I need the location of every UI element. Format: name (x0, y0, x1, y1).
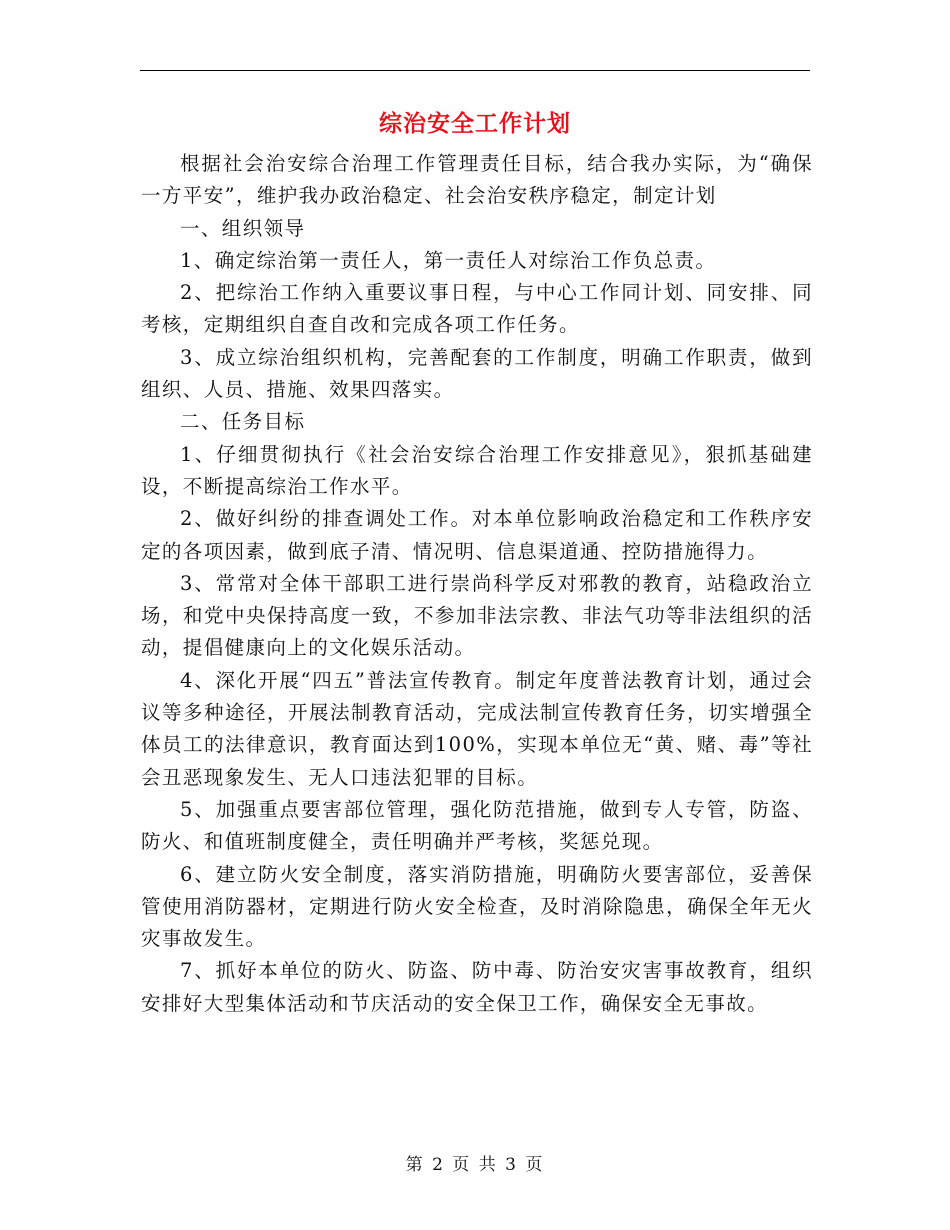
paragraph-goal-1: 1、仔细贯彻执行《社会治安综合治理工作安排意见》，狠抓基础建设，不断提高综治工作水平。 (141, 442, 813, 498)
page-number-footer: 第 2 页 共 3 页 (405, 1155, 545, 1175)
paragraph-org-2: 2、把综治工作纳入重要议事日程，与中心工作同计划、同安排、同考核，定期组织自查自改和完成各项工作任务。 (141, 281, 813, 337)
paragraph-goal-7: 7、抓好本单位的防火、防盗、防中毒、防治安灾害事故教育，组织安排好大型集体活动和节庆活动的安全保卫工作，确保安全无事故。 (141, 959, 813, 1015)
document-body (141, 148, 813, 1020)
paragraph-intro: 根据社会治安综合治理工作管理责任目标，结合我办实际，为“确保一方平安”，维护我办政治稳定、社会治安秩序稳定，制定计划 (141, 152, 813, 208)
paragraph-org-3: 3、成立综治组织机构，完善配套的工作制度，明确工作职责，做到组织、人员、措施、效果四落实。 (141, 345, 813, 402)
paragraph-goal-6: 6、建立防火安全制度，落实消防措施，明确防火要害部位，妥善保管使用消防器材，定期进行防火安全检查，及时消除隐患，确保全年无火灾事故发生。 (141, 862, 813, 951)
paragraph-org-1: 1、确定综治第一责任人，第一责任人对综治工作负总责。 (180, 248, 717, 272)
document-title: 综治安全工作计划 (379, 110, 571, 137)
paragraph-goal-3: 3、常常对全体干部职工进行崇尚科学反对邪教的教育，站稳政治立场，和党中央保持高度一致，不参加非法宗教、非法气功等非法组织的活动，提倡健康向上的文化娱乐活动。 (141, 571, 813, 660)
heading-goals: 二、任务目标 (180, 410, 306, 434)
heading-organization: 一、组织领导 (180, 216, 306, 240)
paragraph-goal-4: 4、深化开展“四五”普法宣传教育。制定年度普法教育计划，通过会议等多种途径，开展法制教育活动，完成法制宣传教育任务，切实增强全体员工的法律意识，教育面达到100%，实现本单位无“黄、赌、毒”等社会丑恶现象发生、无人口违法犯罪的目标。 (141, 668, 813, 789)
paragraph-goal-2: 2、做好纠纷的排查调处工作。对本单位影响政治稳定和工作秩序安定的各项因素，做到底子清、情况明、信息渠道通、控防措施得力。 (141, 507, 813, 563)
header-rule (140, 70, 810, 71)
paragraph-goal-5: 5、加强重点要害部位管理，强化防范措施，做到专人专管，防盗、防火、和值班制度健全，责任明确并严考核，奖惩兑现。 (141, 797, 813, 854)
